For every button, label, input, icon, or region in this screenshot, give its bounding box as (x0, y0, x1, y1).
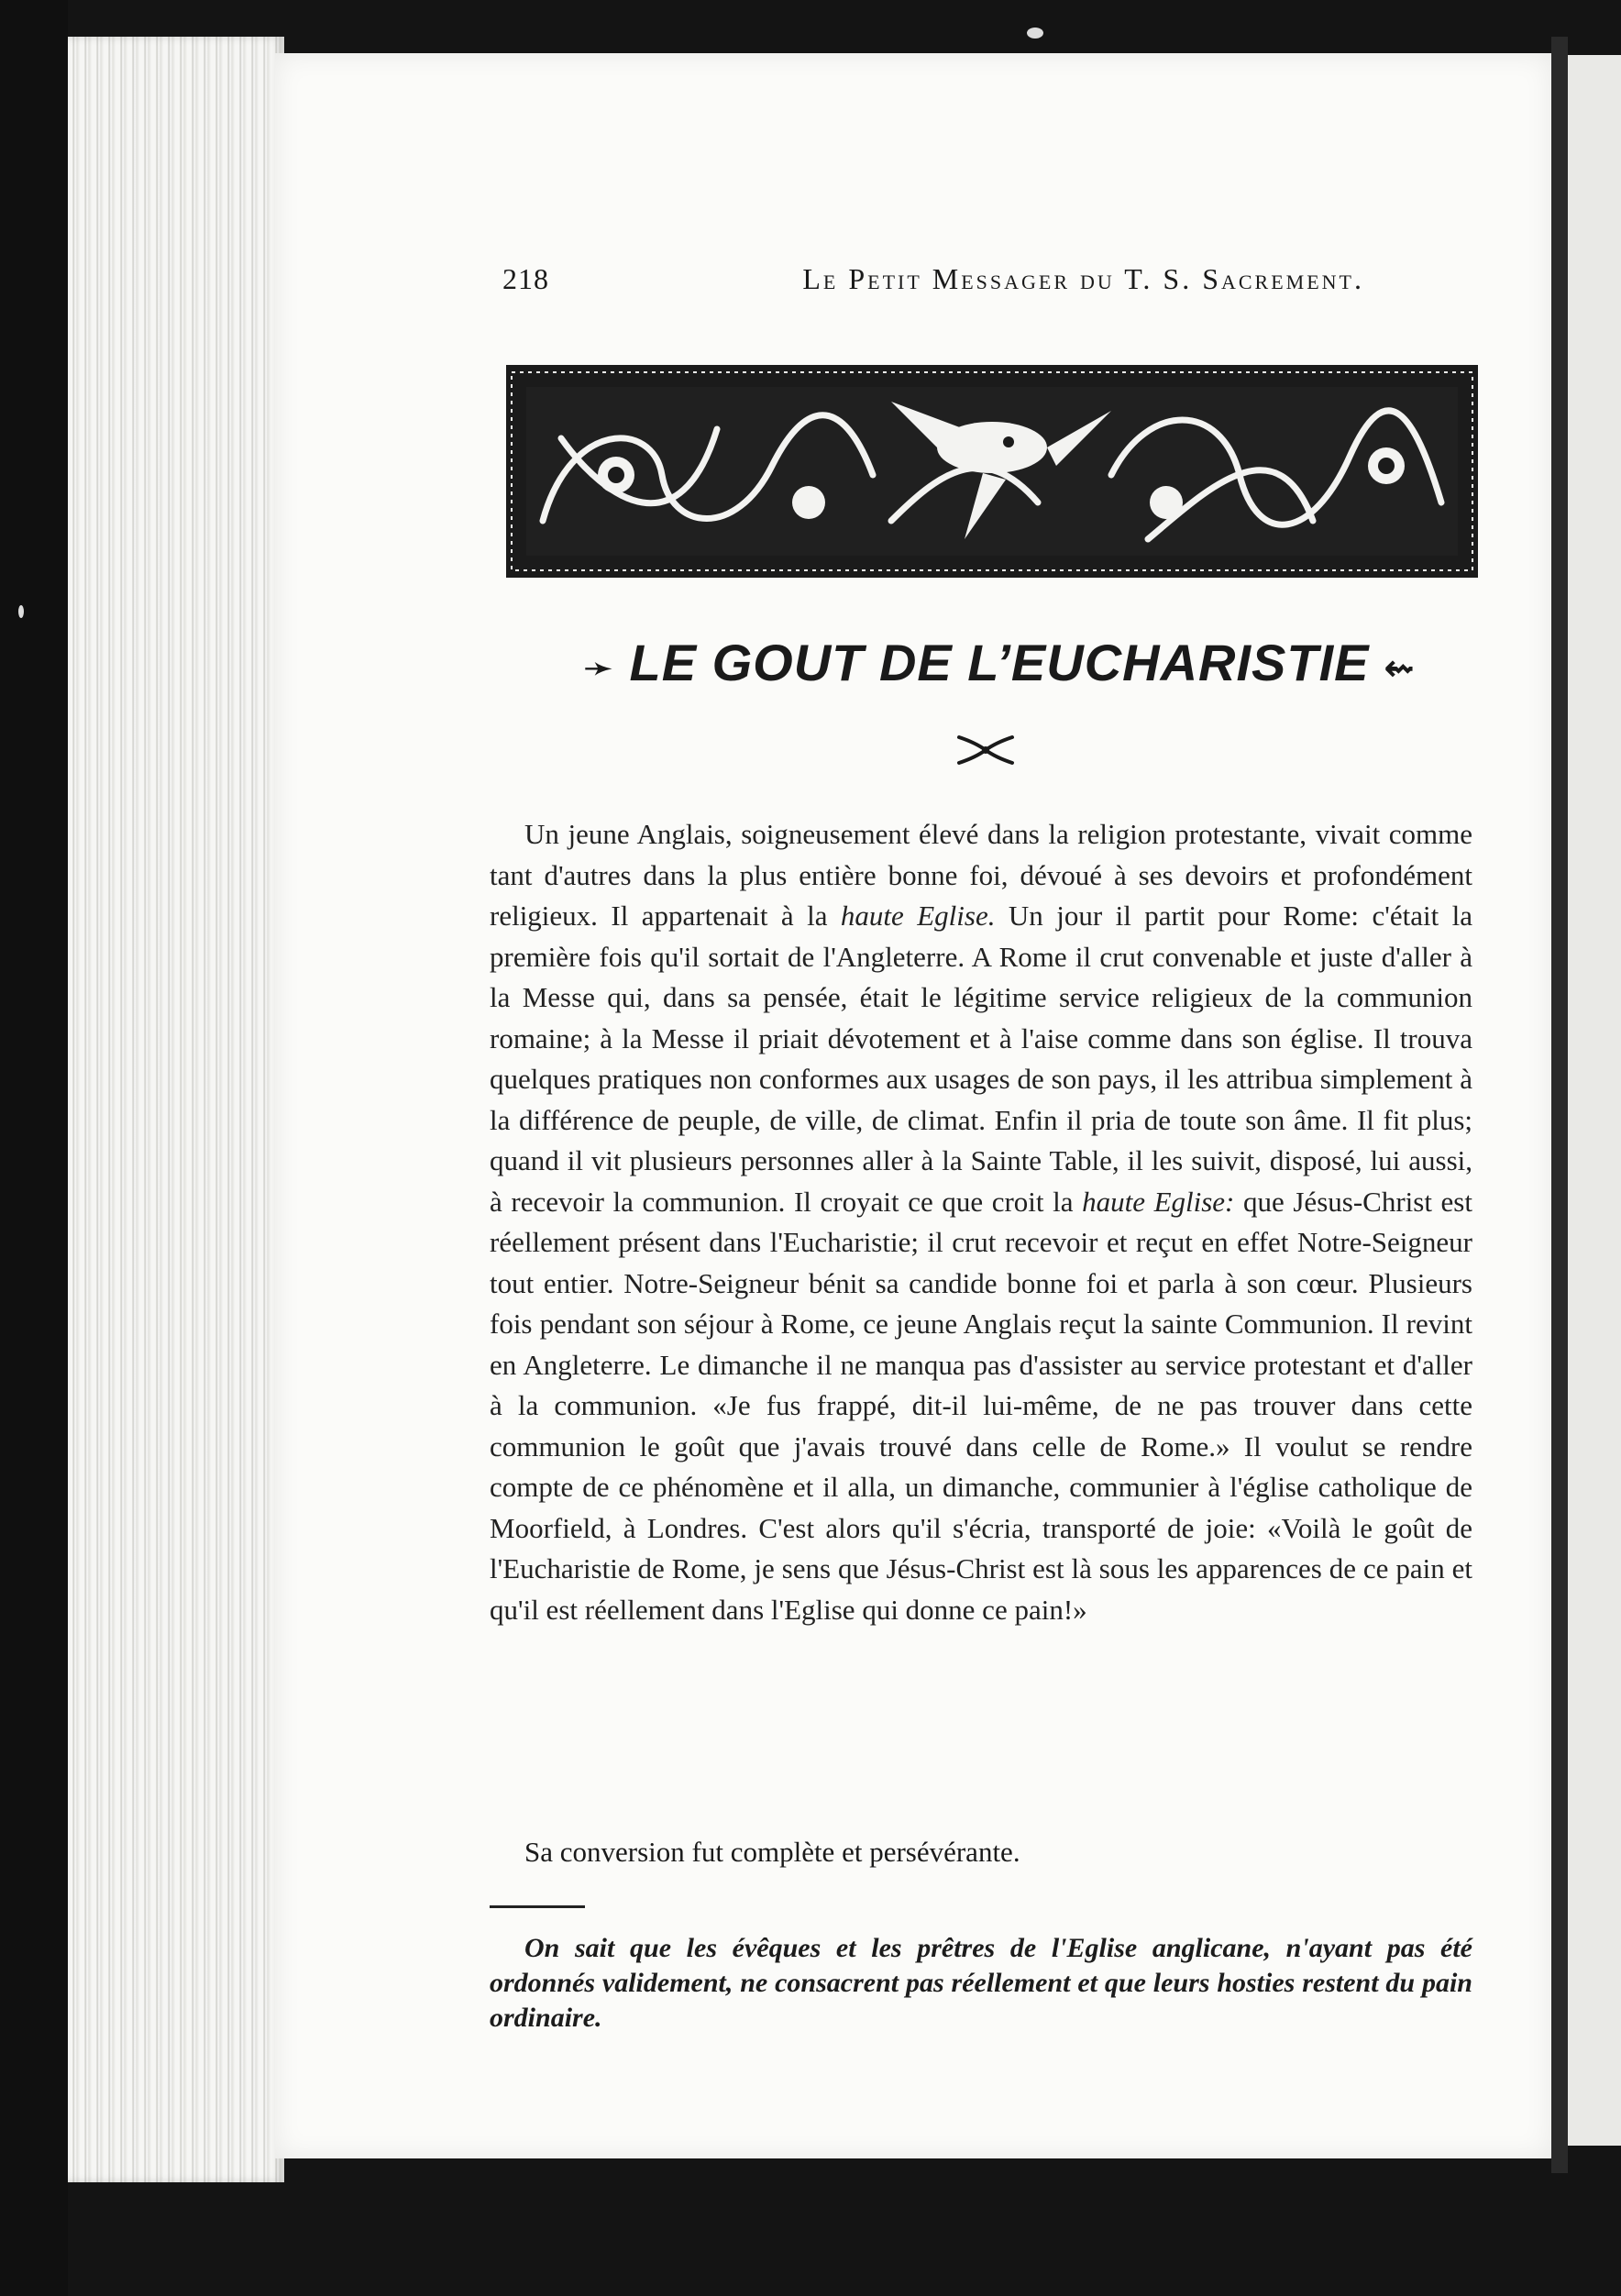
emphasis-haute-eglise: haute Eglise. (840, 900, 996, 932)
right-flourish-icon: ⇜ (1384, 648, 1417, 689)
paragraph-text: que Jésus-Christ est réellement présent dans l'Eucharistie; il crut recevoir et reçut en effet Notre-Seigneur tout entier. Notre-Seigneur bénit sa candide bonne foi et parla à son cœur. Plusieurs fois pendant son séjour à Rome, ce jeune Anglais reçut la sainte Communion. Il revint en Angleterre. Le dimanche il ne manqua pas d'assister au service protestant et d'aller à la communion. «Je fus frappé, dit-il lui-même, de ne pas trouver dans cette communion le goût que j'avais trouvé dans celle de Rome.» Il voulut se rendre compte de ce phénomène et il alla, un dimanche, communier à l'église catholique de Moorfield, à Londres. C'est alors qu'il s'écria, transporté de joie: «Voilà le goût de l'Eucharistie de Rome, je sens que Jésus-Christ est là sous les apparences de ce pain et qu'il est réellement dans l'Eglise qui donne ce pain!» (490, 1185, 1472, 1626)
page-number: 218 (502, 262, 549, 295)
fleuron-asterism-icon (954, 730, 1018, 770)
paragraph-text: Un jeune Anglais, soigneusement élevé dans la religion protestante, vivait comme tant d'autres dans la plus entière bonne foi, dévoué à ses devoirs et profondément religieux. Il appartenait à la (490, 818, 1472, 932)
article-body-paragraph (490, 814, 1472, 1630)
emphasis-haute-eglise: haute Eglise: (1082, 1185, 1235, 1218)
footnote: On sait que les évêques et les prêtres de l'Eglise anglicane, n'ayant pas été ordonnés validement, ne consacrent pas réellement et que leurs hosties restent du pain ordinaire. (490, 1933, 1472, 2033)
footnote-rule (490, 1905, 585, 1908)
dust-speck (1027, 28, 1043, 39)
article-title: LE GOUT DE L’EUCHARISTIE (629, 634, 1370, 691)
paragraph-text: Un jour il partit pour Rome: c'était la première fois qu'il sortait de l'Angleterre. A Rome il crut convenable et juste d'aller à la Messe qui, dans sa pensée, était le légitime service religieux de la communion romaine; à la Messe il priait dévotement et à l'aise comme dans son église. Il trouva quelques pratiques non conformes aux usages de son pays, il les attribua simplement à la différence de peuple, de ville, de climat. Enfin il pria de toute son âme. Il fit plus; quand il vit plusieurs personnes aller à la Sainte Table, il les suivit, disposé, lui aussi, à recevoir la communion. Il croyait ce que croit la (490, 900, 1472, 1218)
running-header (502, 262, 1364, 308)
book-gutter (1551, 37, 1568, 2173)
left-flourish-icon: ➛ (582, 648, 615, 689)
page-stack-edges (68, 37, 284, 2182)
scan-background-left (0, 0, 68, 2296)
dust-speck (18, 605, 24, 618)
floral-scroll-banner-icon (506, 365, 1478, 578)
facing-page-edge (1568, 55, 1621, 2146)
closing-paragraph: Sa conversion fut complète et persévérante. (524, 1836, 1020, 1868)
article-title-line (513, 633, 1485, 692)
running-title: Le Petit Messager du T. S. Sacrement. (802, 262, 1364, 295)
